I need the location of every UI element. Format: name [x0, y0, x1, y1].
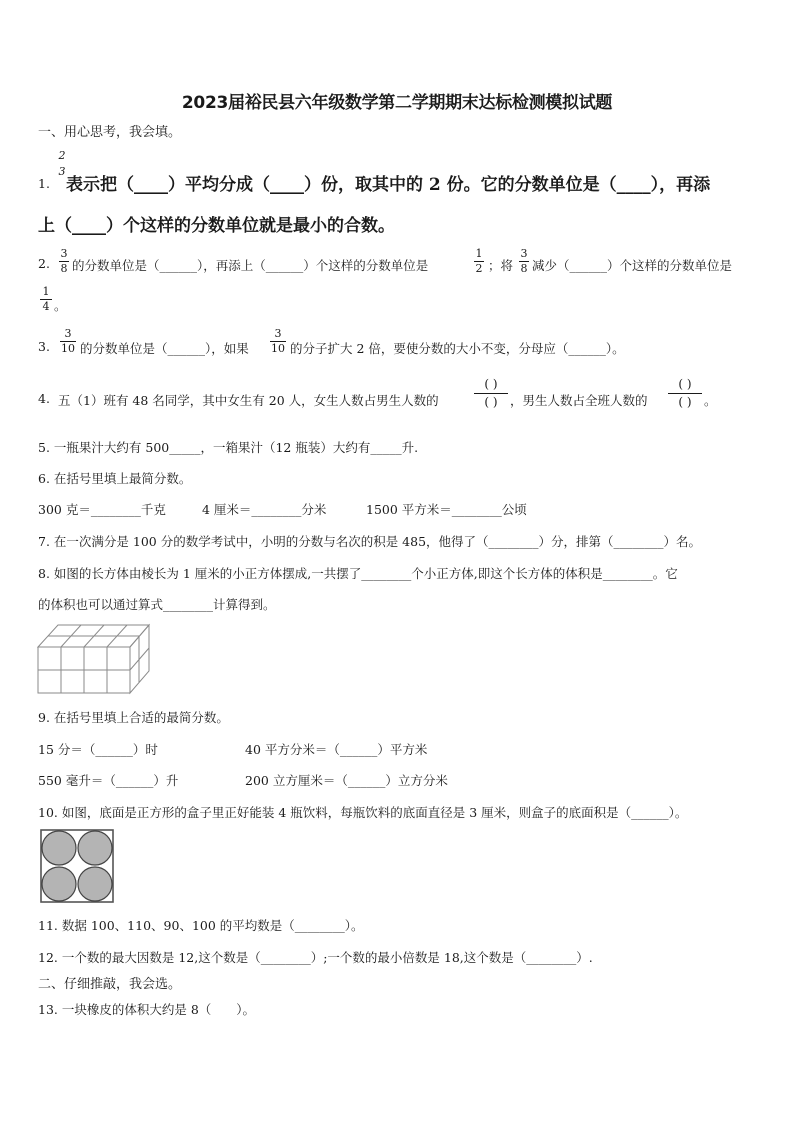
q4-text-2: ，男生人数占全班人数的 [510, 393, 648, 408]
page-title: 2023届裕民县六年级数学第二学期期末达标检测模拟试题 [181, 93, 613, 113]
q2-fraction-b [474, 248, 484, 275]
q10-text: 10. 如图，底面是正方形的盒子里正好能装 4 瓶饮料，每瓶饮料的底面直径是 3 厘米，则盒子的底面积是（______）。 [38, 805, 688, 820]
q4-fb-num: ( ) [678, 377, 692, 391]
q6-item-2: 4 厘米＝________分米 [202, 502, 327, 517]
q6-text: 6. 在括号里填上最简分数。 [38, 471, 192, 486]
q4-fa-den: ( ) [484, 395, 498, 409]
q3-fb-den: 10 [271, 342, 285, 355]
q5-text: 5. 一瓶果汁大约有 500_____，一箱果汁（12 瓶装）大约有_____升. [38, 440, 419, 455]
q4-number: 4. [38, 391, 50, 406]
q2-fd-den: 4 [42, 300, 50, 313]
q13-text: 13. 一块橡皮的体积大约是 8（ ）。 [38, 1002, 256, 1017]
q2-text-1: 的分数单位是（______），再添上（______）个这样的分数单位是 [72, 258, 429, 273]
q9-item-1: 15 分＝（______）时 [38, 742, 158, 757]
q3-fraction-b [270, 328, 286, 355]
q1-number: 1. [38, 176, 50, 191]
q2-fb-num: 1 [475, 247, 483, 260]
q9-item-2: 40 平方分米＝（______）平方米 [245, 742, 428, 757]
q2-fc-num: 3 [520, 247, 528, 260]
q9-text: 9. 在括号里填上合适的最简分数。 [38, 710, 229, 725]
q4-text-3: 。 [704, 393, 717, 408]
q2-text-3: 减少（______）个这样的分数单位是 [532, 258, 733, 273]
q12-text: 12. 一个数的最大因数是 12,这个数是（________）;一个数的最小倍数是 18,这个数是（________）. [38, 950, 593, 965]
q11-text: 11. 数据 100、110、90、100 的平均数是（________）。 [38, 918, 364, 933]
q2-fa-num: 3 [60, 247, 68, 260]
q3-fb-num: 3 [274, 327, 282, 340]
q7-text: 7. 在一次满分是 100 分的数学考试中，小明的分数与名次的积是 485，他得了（________）分，排第（________）名。 [38, 534, 702, 549]
q4-blank-fraction-b [668, 377, 702, 410]
q1-line2: 上（____）个这样的分数单位就是最小的合数。 [38, 216, 395, 236]
q2-fraction-d [40, 286, 52, 313]
q4-text-1: 五（1）班有 48 名同学，其中女生有 20 人，女生人数占男生人数的 [58, 393, 439, 408]
q2-fraction-c [519, 248, 529, 275]
q2-fraction-a [59, 248, 69, 275]
q1-frac-numerator: 2 [58, 149, 66, 162]
q2-number: 2. [38, 256, 50, 271]
q4-fb-den: ( ) [678, 395, 692, 409]
q9-item-3: 550 毫升＝（______）升 [38, 773, 179, 788]
section-heading-choose: 二、仔细推敲，我会选。 [38, 977, 182, 992]
q3-text-1: 的分数单位是（______），如果 [80, 341, 249, 356]
section-heading-fill: 一、用心思考，我会填。 [38, 125, 182, 140]
q2-fd-num: 1 [42, 285, 50, 298]
box-bottles-figure [40, 829, 114, 903]
q8-line2: 的体积也可以通过算式________计算得到。 [38, 597, 276, 612]
q2-text-4: 。 [54, 298, 67, 313]
q2-text-2: ；将 [488, 258, 514, 273]
q9-item-4: 200 立方厘米＝（______）立方分米 [245, 773, 448, 788]
q6-item-1: 300 克＝________千克 [38, 502, 166, 517]
q2-fb-den: 2 [475, 262, 483, 275]
q3-number: 3. [38, 339, 50, 354]
q3-fraction-a [60, 328, 76, 355]
q1-line1: 表示把（____）平均分成（____）份，取其中的 2 份。它的分数单位是（____），再添 [66, 175, 711, 195]
q2-fa-den: 8 [60, 262, 68, 275]
cuboid-figure [37, 623, 151, 695]
q3-fa-den: 10 [61, 342, 75, 355]
q4-blank-fraction-a [474, 377, 508, 410]
q6-item-3: 1500 平方米＝________公顷 [366, 502, 527, 517]
q3-fa-num: 3 [64, 327, 72, 340]
q2-fc-den: 8 [520, 262, 528, 275]
q4-fa-num: ( ) [484, 377, 498, 391]
q1-frac-denominator: 3 [58, 165, 66, 178]
q3-text-2: 的分子扩大 2 倍，要使分数的大小不变，分母应（______）。 [290, 341, 625, 356]
q8-line1: 8. 如图的长方体由棱长为 1 厘米的小正方体摆成,一共摆了________个小正方体,即这个长方体的体积是________。它 [38, 566, 678, 581]
